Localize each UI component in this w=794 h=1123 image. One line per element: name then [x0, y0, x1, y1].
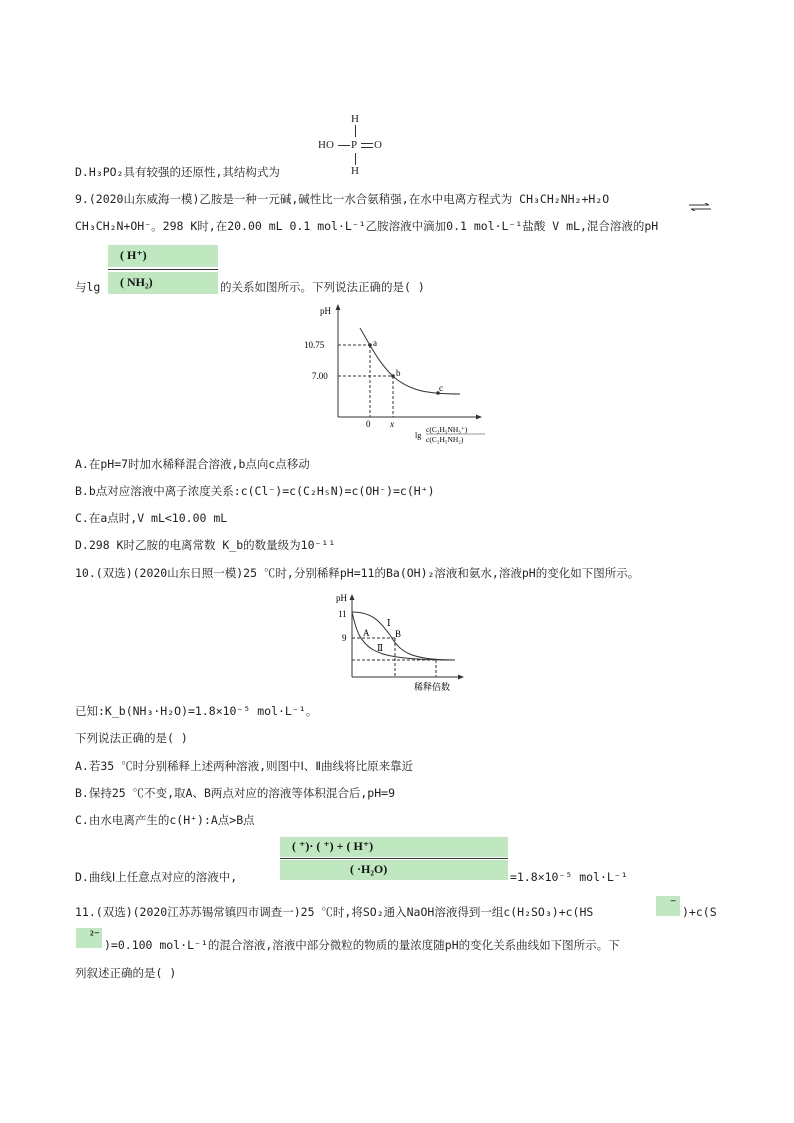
- q9-xlabel-den: c(C₂H₅NH₂): [426, 435, 464, 444]
- q10-option-b: B.保持25 ℃不变,取A、B两点对应的溶液等体积混合后,pH=9: [75, 786, 396, 800]
- q10-xlabel: 稀释倍数: [414, 682, 451, 692]
- q9-ylabel: pH: [320, 306, 331, 316]
- q9-xtick-0: 0: [366, 419, 371, 429]
- q9-fraction-bar: [108, 269, 218, 270]
- q9-y-arrow-icon: [336, 304, 341, 310]
- q9-fraction-denominator: ( NH₂): [120, 275, 153, 289]
- q9-point-a: [368, 343, 372, 347]
- q9-option-d: D.298 K时乙胺的电离常数 K_b的数量级为10⁻¹¹: [75, 538, 336, 552]
- q11-line2: )=0.100 mol·L⁻¹的混合溶液,溶液中部分微粒的物质的量浓度随pH的变化关系曲线如下图所示。下: [104, 938, 620, 952]
- formula-p: P: [351, 139, 358, 151]
- q9-xlabel-lg: lg: [415, 431, 422, 440]
- q9-option-c: C.在a点时,V mL<10.00 mL: [75, 511, 228, 525]
- q9-ytick-700: 7.00: [312, 371, 328, 381]
- equilibrium-arrow-icon: [689, 196, 711, 204]
- double-bond-1: [361, 143, 373, 144]
- q10-y-arrow-icon: [350, 594, 355, 600]
- q9-line2: CH₃CH₂N+OH⁻。298 K时,在20.00 mL 0.1 mol·L⁻¹乙胺溶液中滴加0.1 mol·L⁻¹盐酸 V mL,混合溶液的pH: [75, 219, 659, 233]
- q10-d-denominator-box: [280, 860, 508, 880]
- q11-line1-a: 11.(双选)(2020江苏苏锡常镇四市调查一)25 ℃时,将SO₂通入NaOH溶液得到一组c(H₂SO₃)+c(HS: [75, 905, 594, 919]
- q9-ph-chart: [300, 300, 500, 450]
- q9-option-a: A.在pH=7时加水稀释混合溶液,b点向c点移动: [75, 457, 310, 471]
- structural-formula: [318, 112, 388, 178]
- q10-known: 已知:K_b(NH₃·H₂O)=1.8×10⁻⁵ mol·L⁻¹。: [75, 704, 318, 718]
- q10-d-denominator: ( ·H₂O): [350, 862, 388, 876]
- q9-line3-prefix: 与lg: [75, 280, 101, 294]
- bond-left: [338, 145, 350, 146]
- q11-box-hso3: [656, 896, 680, 916]
- q11-line1-b: )+c(S: [682, 905, 717, 919]
- q10-label-curve-2: Ⅱ: [377, 643, 384, 653]
- q9-line1: 9.(2020山东威海一模)乙胺是一种一元碱,碱性比一水合氨稍强,在水中电离方程式为 CH₃CH₂NH₂+H₂O: [75, 192, 610, 206]
- q10-ylabel: pH: [336, 593, 347, 603]
- q11-box-so3-text: ²⁻: [90, 928, 100, 942]
- q11-line3: 列叙述正确的是( ): [75, 966, 177, 980]
- q10-label-a: A: [363, 628, 370, 638]
- q10-x-arrow-icon: [458, 675, 464, 680]
- q9-option-b: B.b点对应溶液中离子浓度关系:c(Cl⁻)=c(C₂H₅N)=c(OH⁻)=c(H⁺): [75, 484, 435, 498]
- q10-label-curve-1: Ⅰ: [387, 618, 391, 628]
- q11-box-hso3-text: ⁻: [670, 896, 677, 910]
- q9-x-arrow-icon: [476, 415, 482, 420]
- option-d-h3po2: D.H₃PO₂具有较强的还原性,其结构式为: [75, 165, 280, 179]
- formula-o: O: [374, 139, 382, 151]
- q9-fraction-numerator: ( H⁺): [120, 248, 147, 262]
- q9-label-b: b: [396, 368, 401, 378]
- q10-label-b: B: [395, 629, 402, 639]
- q9-label-a: a: [373, 338, 377, 348]
- q9-label-c: c: [439, 383, 443, 393]
- q10-option-c: C.由水电离产生的c(H⁺):A点>B点: [75, 813, 255, 827]
- q10-ask: 下列说法正确的是( ): [75, 731, 188, 745]
- q10-d-numerator: ( ⁺)· ( ⁺) + ( H⁺): [292, 839, 374, 853]
- q10-option-d-prefix: D.曲线Ⅰ上任意点对应的溶液中,: [75, 870, 238, 884]
- q9-ytick-1075: 10.75: [304, 340, 325, 350]
- q10-option-d-suffix: =1.8×10⁻⁵ mol·L⁻¹: [510, 870, 628, 884]
- q10-d-fraction-bar: [280, 858, 508, 859]
- q9-point-b: [391, 374, 395, 378]
- q10-ph-chart: [330, 590, 470, 696]
- q10-option-a: A.若35 ℃时分别稀释上述两种溶液,则图中Ⅰ、Ⅱ曲线将比原来靠近: [75, 759, 414, 773]
- formula-bottom-h: H: [351, 165, 359, 177]
- q9-line3-suffix: 的关系如图所示。下列说法正确的是( ): [220, 280, 425, 294]
- q10-line1: 10.(双选)(2020山东日照一模)25 ℃时,分别稀释pH=11的Ba(OH)₂溶液和氨水,溶液pH的变化如下图所示。: [75, 566, 640, 580]
- q9-xtick-x: x: [390, 419, 394, 429]
- formula-ho: HO: [318, 139, 334, 151]
- q9-xlabel-num: c(C₂H₅NH₃⁺): [426, 425, 468, 434]
- formula-top-h: H: [351, 113, 359, 125]
- double-bond-2: [361, 147, 373, 148]
- q10-ytick-11: 11: [338, 609, 347, 619]
- q10-ytick-9: 9: [342, 633, 347, 643]
- bond-top: [355, 125, 356, 137]
